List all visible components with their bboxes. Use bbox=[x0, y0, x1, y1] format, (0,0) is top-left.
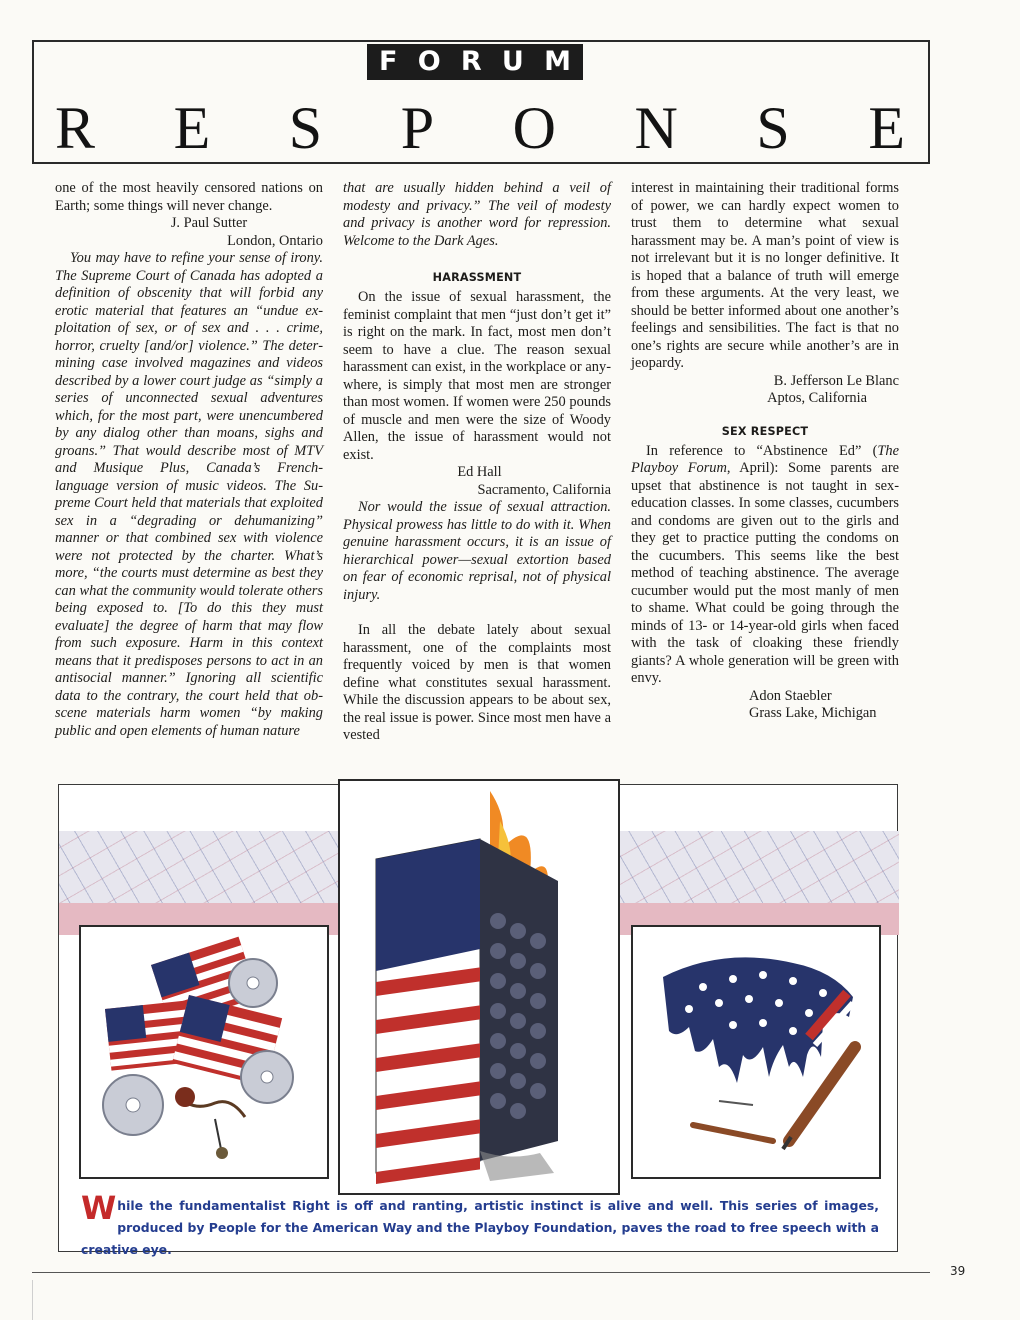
title-letter: R bbox=[55, 95, 96, 161]
letter-paragraph: interest in maintaining their traditional forms of power, we can hardly expect women to trust them to determine what sexual harassment may be. A man’s point of view is not irrelevant but it is no longer definitive. It is hoped that a balance of truth will emerge from these arguments. At the very least, we should be better informed about one another’s feelings and sensibilities. The fact is that no one’s rights are secure while another’s are in jeopardy. bbox=[631, 180, 899, 371]
forum-letter: O bbox=[417, 46, 441, 77]
burning-book-svg bbox=[340, 781, 618, 1193]
editor-reply bbox=[343, 180, 611, 250]
caption-text: hile the fundamentalist Right is off and ranting, artistic instinct is alive and well. This series of images, produced by People for the American Way and the Playboy Foundation, paves the road to free speech with a creative eye. bbox=[81, 1198, 879, 1257]
signature-place: Aptos, California bbox=[767, 390, 867, 406]
text-run: In reference to “Abstinence Ed” ( bbox=[646, 442, 878, 459]
title-letter: P bbox=[400, 95, 435, 161]
page-title bbox=[55, 88, 905, 161]
burning-flag-book-illustration bbox=[338, 779, 620, 1195]
flag-cd-cases-svg bbox=[81, 927, 327, 1177]
editor-reply bbox=[343, 499, 611, 604]
editor-reply-text: You may have to refine your sense of irony. The Supreme Court of Canada has adopted a definition of obscenity that will forbid any erotic material that features an “undue exploitation of sex, or of sex and . . . crime, horror, cruelty [and/or] violence.” The determining case involved magazines and videos described by a lower court judge as “simply a series of unconnected sexual adventures which, for the most part, were unencumbered by any dialog other than moans, sighs and groans.” That would describe most of MTV and Musique Plus, Canada’s French-language version of music videos. The Supreme Court held that materials that exploited sex in a “degrading or dehumanizing” manner or that combined sex with violence were not protected by the charter. What’s more, “the courts must determine as best they can what the community would tolerate others being exposed to. [To do this they must evaluate] the degree of harm that may flow from such exposure. Harm in this context means that it predisposes persons to act in an antisocial manner.” Ignoring all scientific data to the contrary, the court held that obscene materials harm women “by making public and open elements of human nature bbox=[55, 250, 323, 739]
section-heading-harassment: HARASSMENT bbox=[432, 271, 522, 284]
signature-name: Ed Hall bbox=[457, 464, 502, 480]
forum-letter: F bbox=[379, 46, 398, 77]
page-number: 39 bbox=[950, 1264, 966, 1278]
title-letter: S bbox=[756, 95, 790, 161]
header-rule-right bbox=[928, 40, 930, 162]
title-letter: E bbox=[868, 95, 905, 161]
forum-letter: U bbox=[501, 46, 524, 77]
dripping-flag-svg bbox=[633, 927, 879, 1177]
forum-letter: R bbox=[460, 46, 482, 77]
title-letter: E bbox=[173, 95, 211, 161]
signature-name: B. Jefferson Le Blanc bbox=[773, 372, 899, 389]
signature-place: Sacramento, California bbox=[477, 481, 611, 498]
editor-reply-text: Nor would the issue of sexual attraction. Physical prowess has little to do with it. When genuine harassment occurs, it is an issue of hierarchical power—sexual extortion based on fear of economic reprisal, not of physical injury. bbox=[343, 499, 611, 603]
letter-paragraph: In all the debate lately about sexual harassment, one of the complaints most frequently voiced by men is that women define what constitutes sexual harassment. While the discussion appears to be about sex, the real issue is power. Since most men have a vested bbox=[343, 622, 611, 743]
artwork-panel bbox=[58, 784, 898, 1257]
section-heading-sex-respect: SEX RESPECT bbox=[721, 424, 809, 438]
letter-paragraph: On the issue of sexual harassment, the feminist complaint that men “just don’t get it” is right on the mark. In fact, most men don’t seem to have a clue. The reason sexual harassment can exist, in the workplace or anywhere, is simply that most men are stronger than most women. If women were 250 pounds of muscle and men were the size of Woody Allen, the issue of harassment would not exist. bbox=[343, 289, 611, 463]
header-rule-top bbox=[32, 40, 930, 42]
text-column-3 bbox=[631, 180, 899, 723]
letter-paragraph: one of the most heavily censored nations on Earth; some things will never change. bbox=[55, 180, 323, 214]
forum-letter: M bbox=[544, 46, 571, 77]
header-rule-bottom bbox=[32, 162, 930, 164]
forum-label-box bbox=[367, 44, 583, 80]
artwork-caption bbox=[81, 1189, 879, 1261]
text-column-2 bbox=[343, 180, 611, 745]
caption-drop-cap: W bbox=[81, 1189, 117, 1227]
signature-name: Adon Staebler bbox=[749, 687, 832, 704]
header-rule-left bbox=[32, 40, 34, 162]
dripping-flag-paintbrush-illustration bbox=[631, 925, 881, 1179]
letter-paragraph bbox=[631, 443, 899, 688]
title-letter: O bbox=[512, 95, 556, 161]
text-run: , April): Some parents are upset that abstinence is not taught in sex-education classes. In some classes, cucumbers and condoms are given out to the girls and they get to practice putting the condoms on the cucumbers. This seems like the best method of teaching abstinence. The average cucumber would put the most manly of men to shame. What could be going through the minds of 13- or 14-year-old girls when faced with the task of cloaking these friendly giants? A whole generation will be green with envy. bbox=[631, 460, 900, 686]
editor-reply bbox=[55, 250, 323, 740]
signature-place: London, Ontario bbox=[227, 232, 323, 249]
text-column-1 bbox=[55, 180, 323, 740]
signature-name: J. Paul Sutter bbox=[170, 215, 248, 231]
editor-reply-text: that are usually hidden behind a veil of modesty and privacy.” The veil of modesty and privacy is another word for repression. Welcome to the Dark Ages. bbox=[343, 180, 611, 249]
signature-place: Grass Lake, Michigan bbox=[749, 705, 877, 721]
page-footer-rule bbox=[32, 1272, 930, 1273]
margin-line bbox=[32, 1280, 33, 1320]
paragraph-gap bbox=[343, 604, 611, 622]
title-letter: S bbox=[288, 95, 323, 161]
flag-cd-cases-illustration bbox=[79, 925, 329, 1179]
publication-title: The Playboy Forum bbox=[631, 442, 899, 476]
title-letter: N bbox=[634, 95, 678, 161]
